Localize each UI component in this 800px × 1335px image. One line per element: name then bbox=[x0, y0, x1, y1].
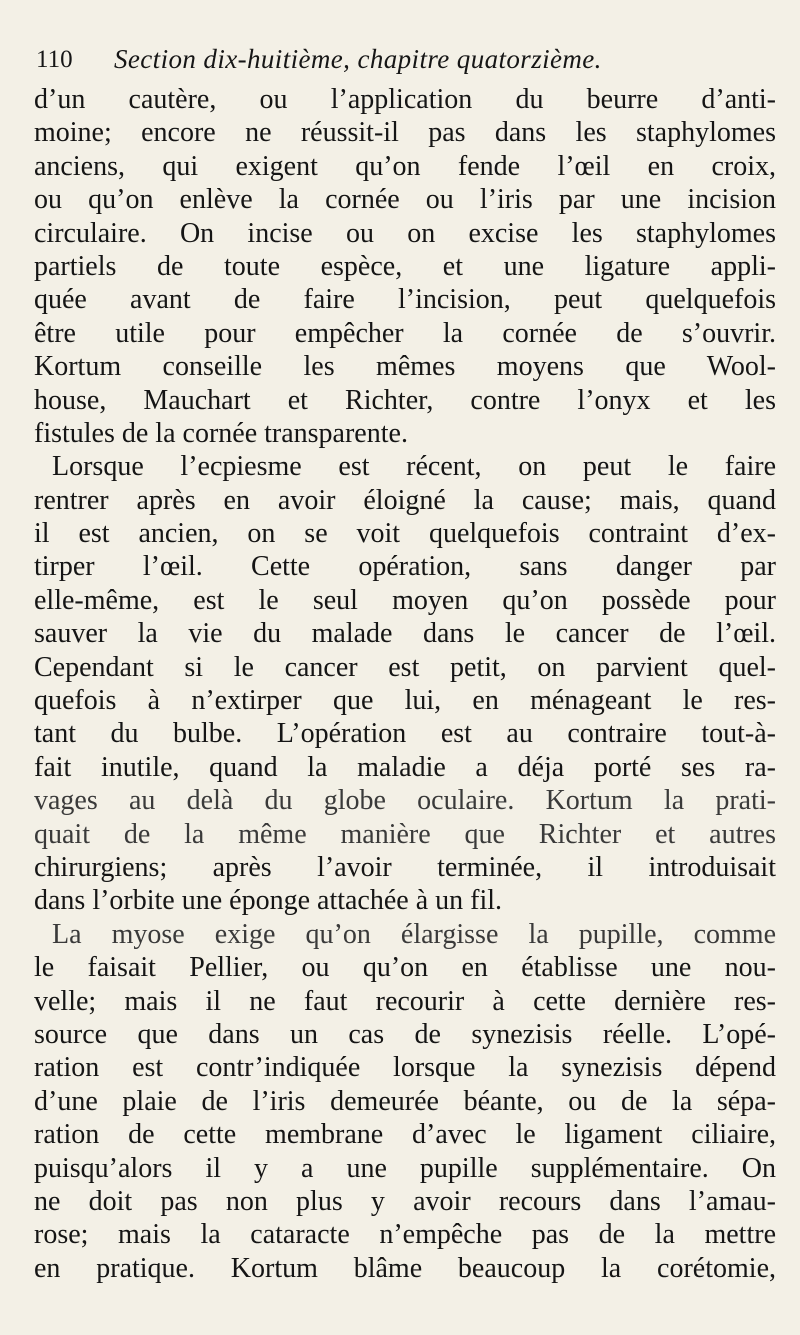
text-line: ration de cette membrane d’avec le ligament ciliaire, bbox=[34, 1119, 776, 1151]
running-title: Section dix-huitième, chapitre quatorzième. bbox=[114, 44, 602, 74]
paragraph-last-line: fistules de la cornée transparente. bbox=[34, 417, 408, 449]
text-line: tant du bulbe. L’opération est au contraire tout-à- bbox=[34, 718, 776, 750]
paragraph-last-line: dans l’orbite une éponge attachée à un fil. bbox=[34, 885, 503, 917]
text-line: moine; encore ne réussit-il pas dans les staphylomes bbox=[34, 117, 776, 149]
text-line: anciens, qui exigent qu’on fende l’œil en croix, bbox=[34, 150, 776, 182]
text-line: vages au delà du globe oculaire. Kortum la prati- bbox=[34, 785, 776, 817]
text-line: d’une plaie de l’iris demeurée béante, ou de la sépa- bbox=[34, 1085, 776, 1117]
text-line: quefois à n’extirper que lui, en ménageant le res- bbox=[34, 685, 776, 717]
text-line: partiels de toute espèce, et une ligature appli- bbox=[34, 250, 776, 282]
text-line: quée avant de faire l’incision, peut quelquefois bbox=[34, 284, 776, 316]
text-line: velle; mais il ne faut recourir à cette dernière res- bbox=[34, 985, 776, 1017]
text-line: en pratique. Kortum blâme beaucoup la corétomie, bbox=[34, 1252, 776, 1284]
text-line: elle-même, est le seul moyen qu’on possède pour bbox=[34, 584, 776, 616]
text-line: house, Mauchart et Richter, contre l’onyx et les bbox=[34, 384, 776, 416]
text-line: sauver la vie du malade dans le cancer de l’œil. bbox=[34, 618, 776, 650]
text-line: circulaire. On incise ou on excise les staphylomes bbox=[34, 217, 776, 249]
text-line: être utile pour empêcher la cornée de s’ouvrir. bbox=[34, 317, 776, 349]
paragraph-first-line: La myose exige qu’on élargisse la pupille, comme bbox=[52, 918, 776, 950]
text-line: Cependant si le cancer est petit, on parvient quel- bbox=[34, 651, 776, 683]
text-line: puisqu’alors il y a une pupille supplémentaire. On bbox=[34, 1152, 776, 1184]
text-line: Kortum conseille les mêmes moyens que Wool- bbox=[34, 351, 776, 383]
text-line: rentrer après en avoir éloigné la cause; mais, quand bbox=[34, 484, 776, 516]
text-line: ou qu’on enlève la cornée ou l’iris par une incision bbox=[34, 184, 776, 216]
page-number: 110 bbox=[36, 46, 73, 73]
text-line: il est ancien, on se voit quelquefois contraint d’ex- bbox=[34, 518, 776, 550]
text-line: le faisait Pellier, ou qu’on en établisse une nou- bbox=[34, 952, 776, 984]
text-line: ne doit pas non plus y avoir recours dans l’amau- bbox=[34, 1185, 776, 1217]
text-line: quait de la même manière que Richter et autres bbox=[34, 818, 776, 850]
text-line: chirurgiens; après l’avoir terminée, il introduisait bbox=[34, 851, 776, 883]
text-line: fait inutile, quand la maladie a déja porté ses ra- bbox=[34, 751, 776, 783]
page-body-text bbox=[34, 83, 776, 1285]
text-line: tirper l’œil. Cette opération, sans danger par bbox=[34, 551, 776, 583]
text-line: d’un cautère, ou l’application du beurre d’anti- bbox=[34, 84, 776, 115]
paragraph-first-line: Lorsque l’ecpiesme est récent, on peut le faire bbox=[52, 451, 776, 483]
text-line: ration est contr’indiquée lorsque la synezisis dépend bbox=[34, 1052, 776, 1084]
page-header bbox=[36, 40, 776, 84]
text-line: source que dans un cas de synezisis réelle. L’opé- bbox=[34, 1018, 776, 1050]
text-line: rose; mais la cataracte n’empêche pas de la mettre bbox=[34, 1219, 776, 1251]
